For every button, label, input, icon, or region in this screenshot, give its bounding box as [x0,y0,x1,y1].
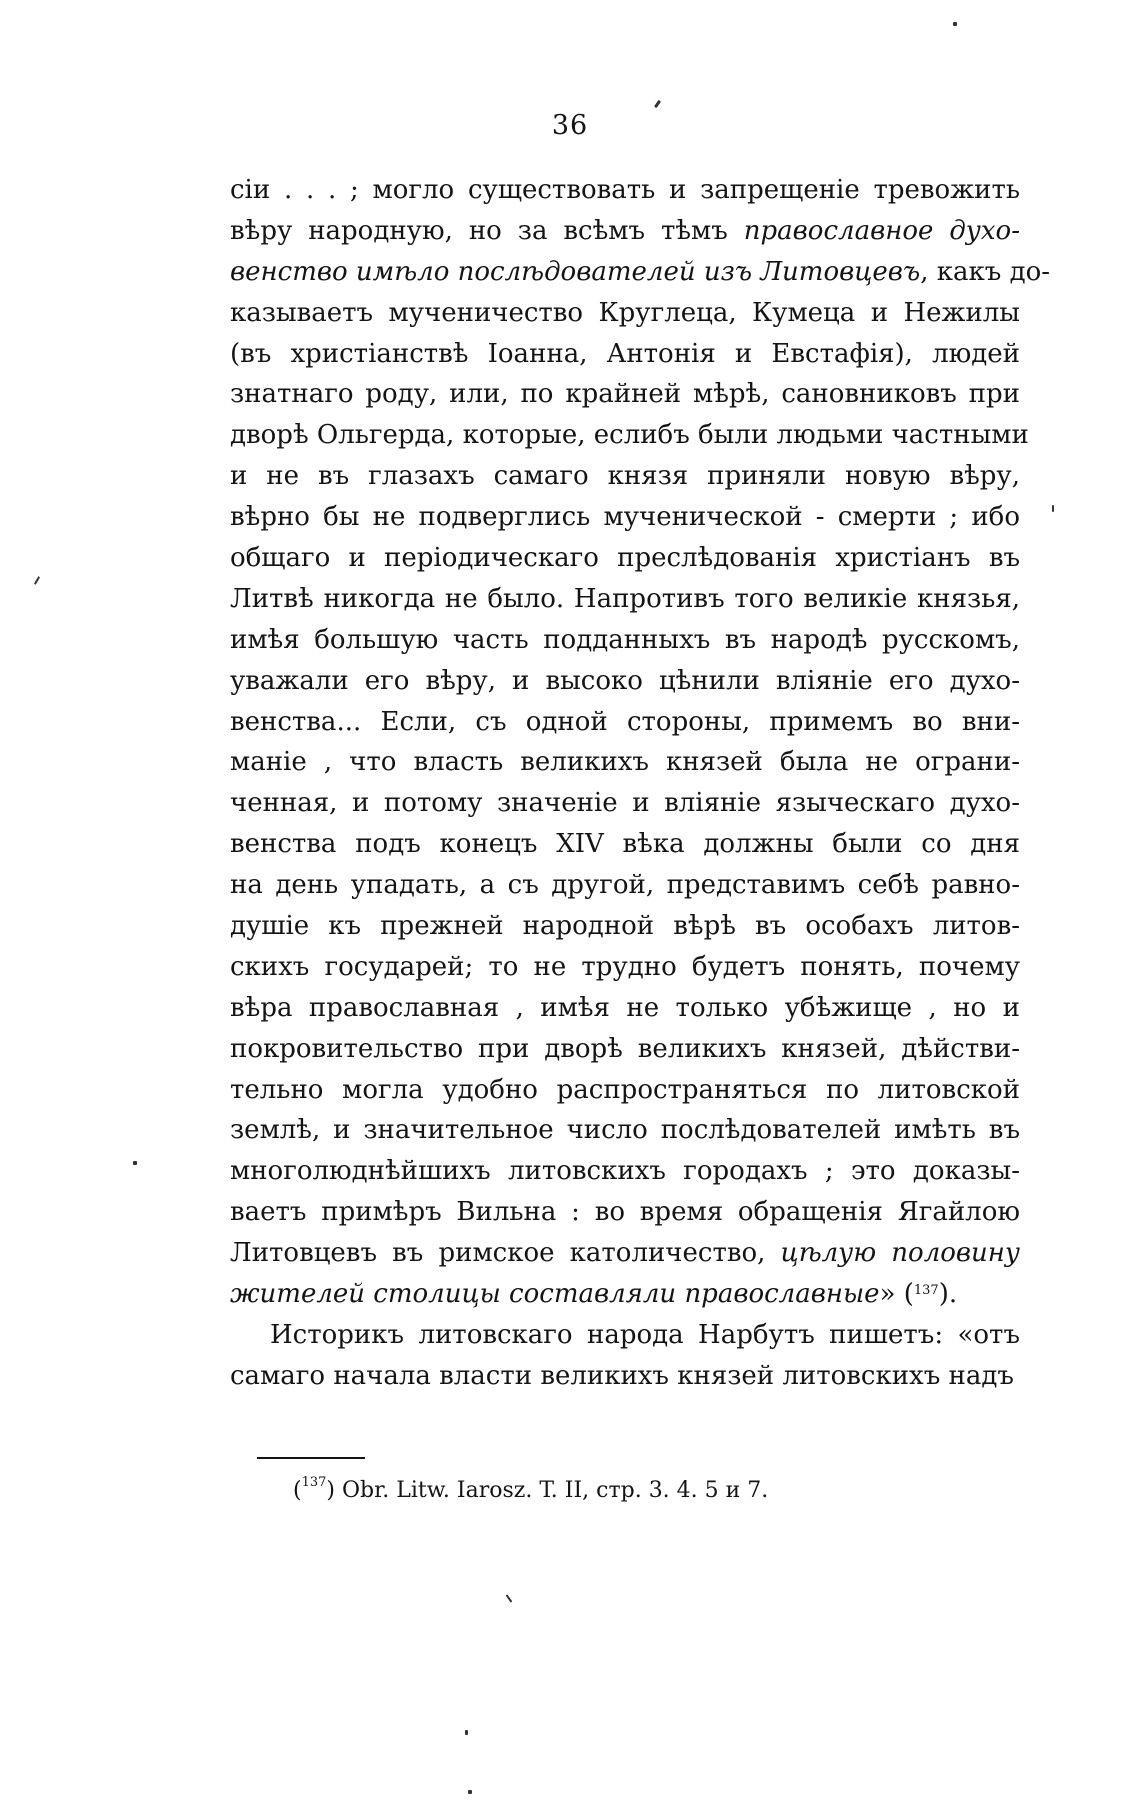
text-segment: дворѣ Ольгерда, которые, еслибъ были людьми частными [230,420,1029,451]
text-line [230,783,1020,824]
text-line [230,1315,1020,1356]
text-segment: землѣ, и значительное число послѣдователей имѣть въ [230,1115,1020,1146]
text-segment: скихъ государей; то не трудно будетъ понять, почему [230,951,1020,982]
text-line [230,1356,1020,1397]
footnote-reference: 137 [913,1283,939,1299]
text-segment: на день упадать, а съ другой, представимъ себѣ равно- [230,870,1020,901]
text-segment: » ( [879,1279,914,1310]
text-line [230,742,1020,783]
footnote-rule [257,1457,365,1459]
text-segment: уважали его вѣру, и высоко цѣнили влiянiе его духо- [230,665,1020,696]
italic-segment: цѣлую половину [780,1238,1020,1269]
text-line [230,702,1020,743]
text-segment: Литовцевъ въ римское католичество, [230,1238,781,1269]
text-segment: (въ христiанствѣ Iоанна, Антонiя и Евстафiя), людей [230,338,1020,369]
text-segment: самаго начала власти великихъ князей литовскихъ надъ [230,1360,1014,1391]
text-line [230,947,1020,988]
text-segment: и не въ глазахъ самаго князя приняли новую вѣру, [230,461,1020,492]
footnote: ($^{137}$) Obr. Litw. Iarosz. T. II, стр. 3. 4. 5 и 7. [293,1475,769,1503]
text-segment: вѣру народную, но за всѣмъ тѣмъ [230,215,744,246]
page-number: 36 [551,110,589,141]
text-line [230,1192,1020,1233]
paragraph [230,170,1051,1315]
text-segment: ченная, и потому значенiе и влiянiе языческаго духо- [230,788,1020,819]
text-line [230,334,1020,375]
text-segment: ). [938,1279,958,1310]
text-segment: Литвѣ никогда не было. Напротивъ того великiе князья, [230,583,1020,614]
text-line [230,211,1020,252]
footnote-marker: 137 [301,1475,327,1490]
text-segment: многолюднѣйшихъ литовскихъ городахъ ; это доказы- [230,1156,1020,1187]
text-segment: казываетъ мученичество Круглеца, Кумеца и Нежилы [230,297,1020,328]
footnote-text: ) Obr. Litw. Iarosz. T. II, стр. 3. 4. 5 и 7. [326,1478,769,1503]
text-line [230,170,1020,211]
paragraph [230,1315,1020,1397]
text-segment: венства... Если, съ одной стороны, примемъ во вни- [230,706,1020,737]
text-line [230,293,1020,334]
text-line [230,538,1020,579]
italic-segment: венство имѣло послѣдователей изъ Литовцевъ [230,256,921,287]
text-segment: вѣрно бы не подверглись мученической - смерти ; ибо [230,502,1020,533]
text-segment: венства подъ конецъ XIV вѣка должны были со дня [230,829,1020,860]
text-segment: знатнаго роду, или, по крайней мѣрѣ, сановниковъ при [230,379,1020,410]
italic-segment: жителей столицы составляли православные [230,1279,880,1310]
text-segment: душiе къ прежней народной вѣрѣ въ особахъ литов- [230,911,1020,942]
italic-segment: православное духо- [743,215,1020,246]
text-line [230,824,1020,865]
text-line [230,1233,1020,1274]
text-line [230,252,1051,293]
body-text [230,170,1051,1397]
text-line [230,1110,1020,1151]
text-line [230,1029,1020,1070]
text-segment: тельно могла удобно распространяться по литовской [230,1074,1020,1105]
text-line [230,456,1020,497]
text-line [230,579,1020,620]
text-line [230,374,1020,415]
text-segment: манiе , что власть великихъ князей была не ограни- [230,747,1020,778]
text-line [230,415,1029,456]
text-line [230,1274,1020,1315]
text-line [230,1151,1020,1192]
text-line [230,661,1020,702]
text-segment: сiи . . . ; могло существовать и запрещенiе тревожить [230,175,1020,205]
text-line [230,1070,1020,1111]
text-segment: ваетъ примѣръ Вильна : во время обращенiя Ягайлою [230,1197,1020,1228]
text-segment: Историкъ литовскаго народа Нарбутъ пишетъ: «отъ [270,1319,1020,1350]
text-segment: покровительство при дворѣ великихъ князей, дѣйстви- [230,1033,1020,1064]
text-segment: , какъ до- [920,256,1051,287]
text-line [230,620,1020,661]
text-segment: имѣя большую часть подданныхъ въ народѣ русскомъ, [230,624,1020,655]
text-line [230,988,1020,1029]
text-line [230,906,1020,947]
text-segment: общаго и перiодическаго преслѣдованiя христiанъ въ [230,543,1020,574]
text-segment: вѣра православная , имѣя не только убѣжище , но и [230,992,1020,1023]
text-line [230,497,1020,538]
text-line [230,865,1020,906]
